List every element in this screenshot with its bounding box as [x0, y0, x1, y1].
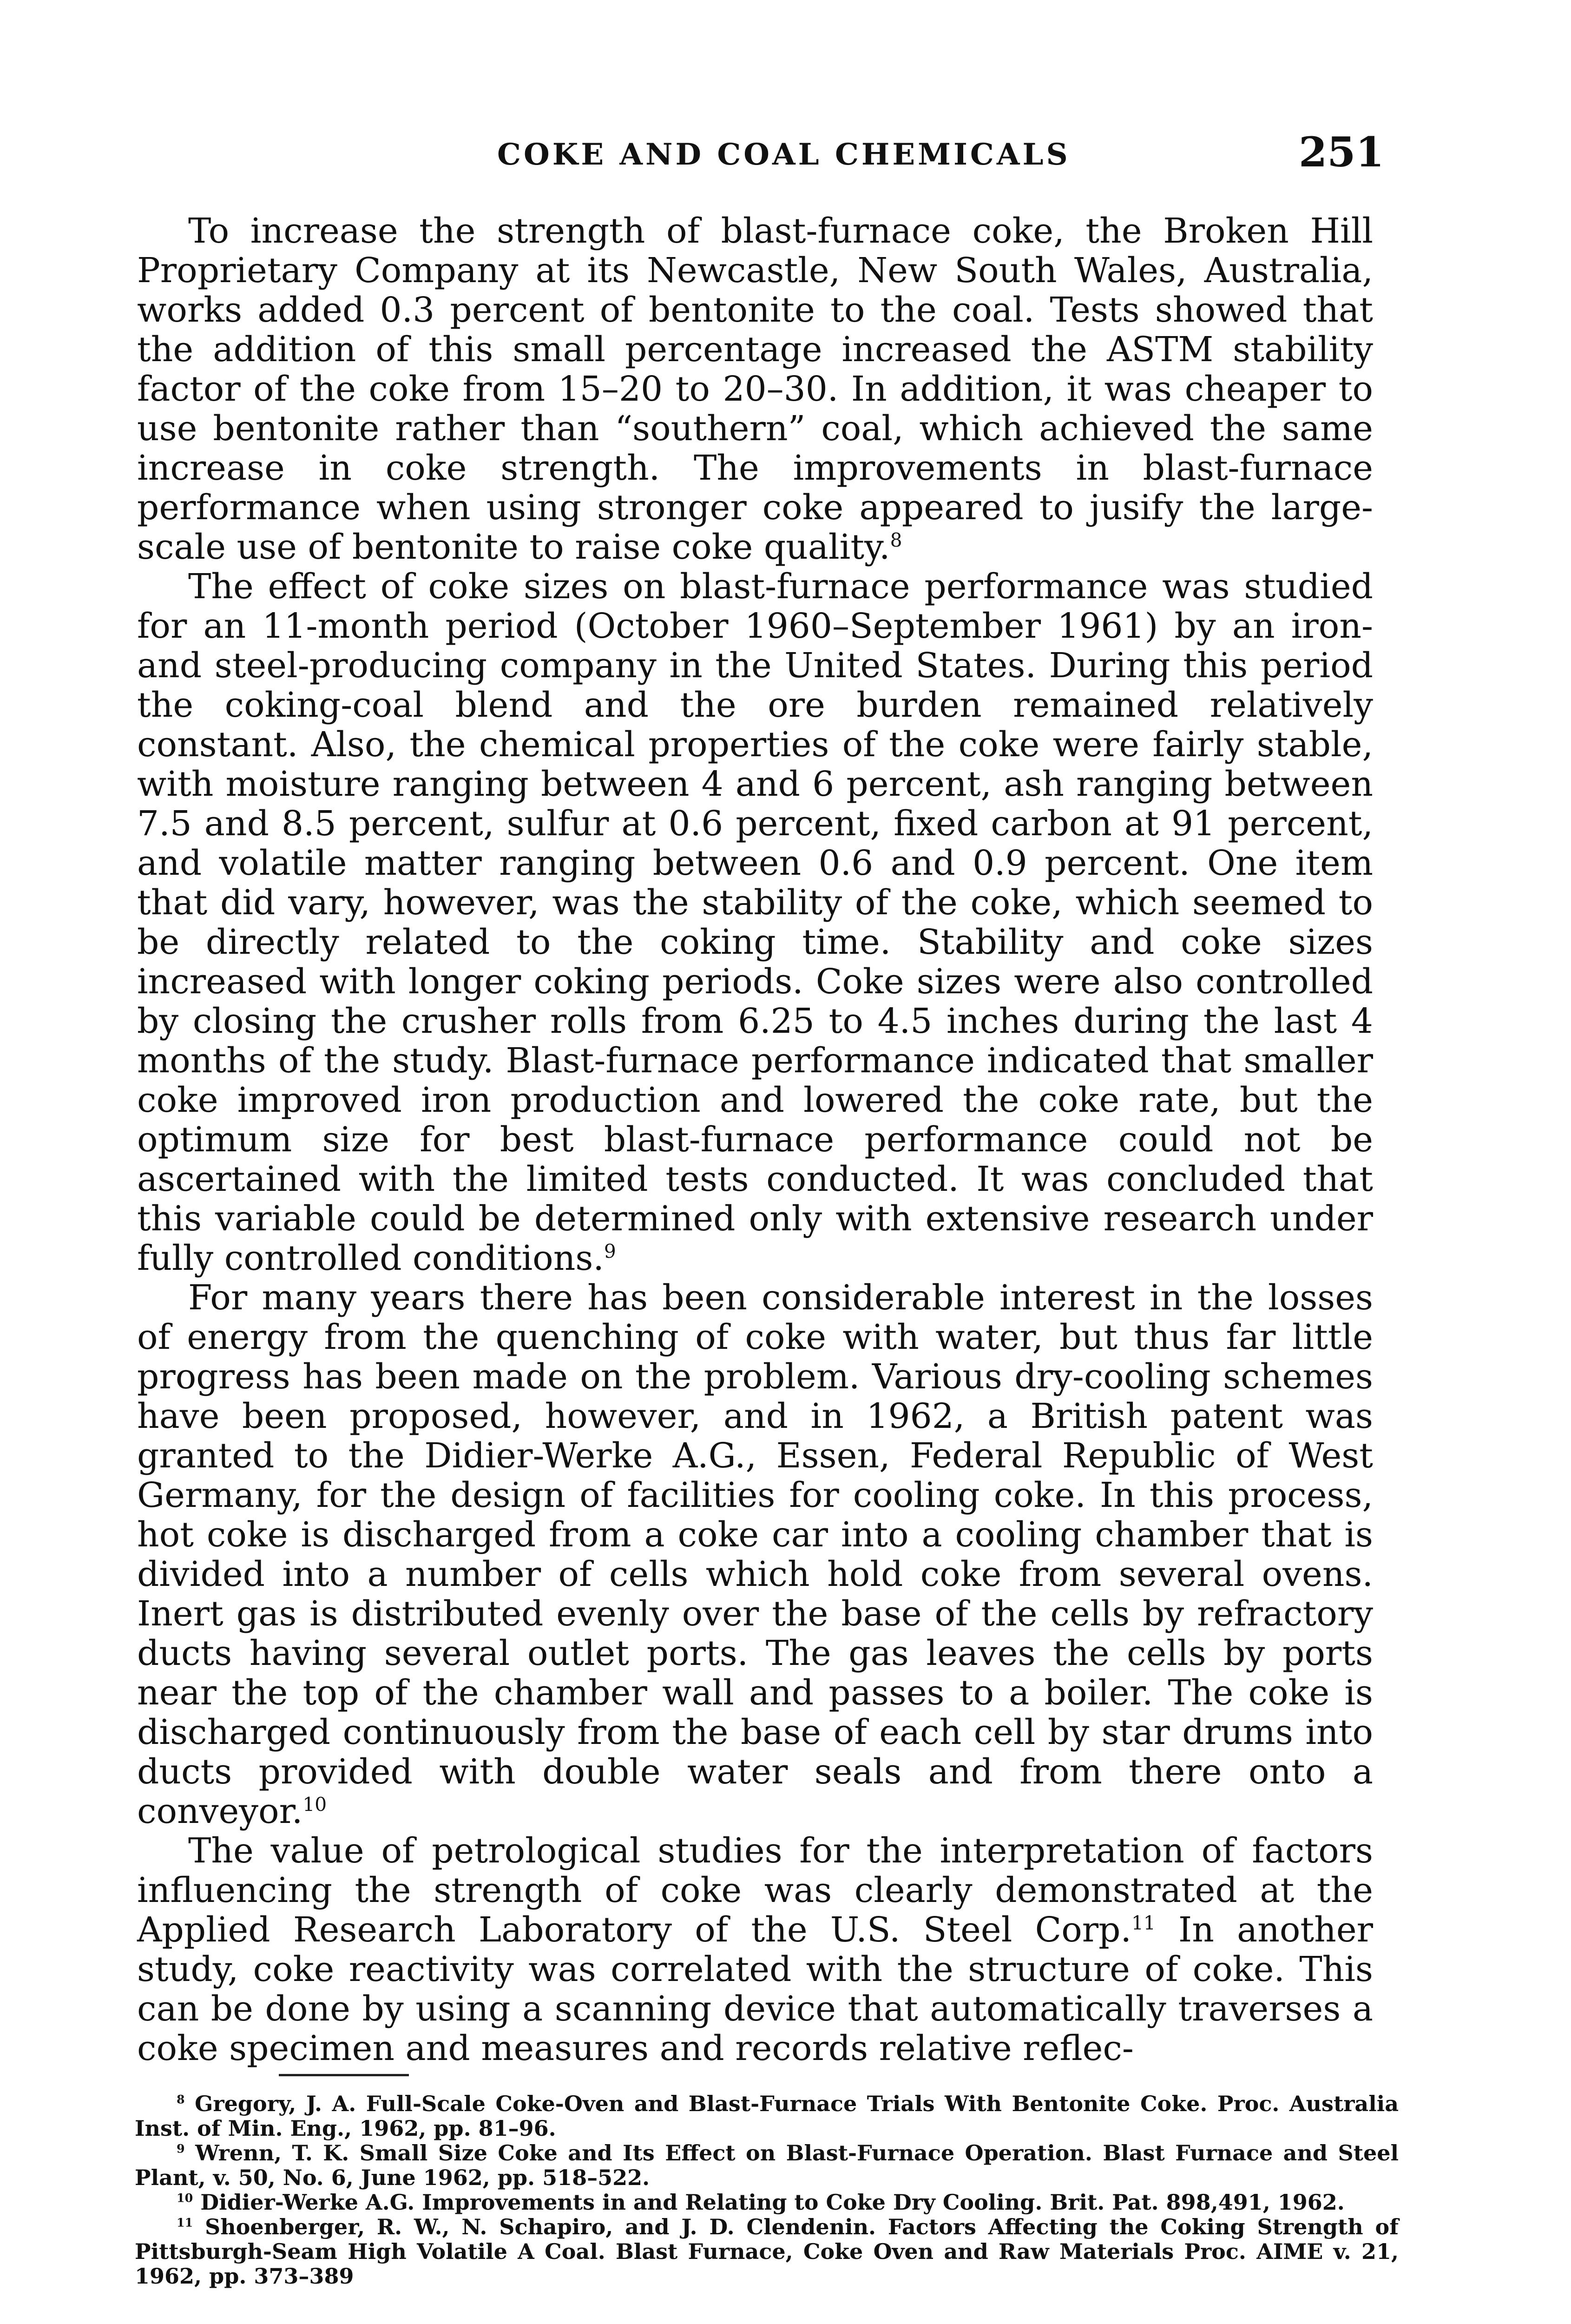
footnote-reference: 10	[302, 1793, 327, 1816]
footnote-text: Shoenberger, R. W., N. Schapiro, and J. D. Clendenin. Factors Affecting the Coking Strength of Pittsburgh-Seam High Volatile A Coal. Blast Furnace, Coke Oven and Raw Materials Proc. AIME v. 21, 1962, pp. 373–389	[135, 2214, 1399, 2289]
paragraph	[137, 211, 1373, 567]
paragraph-text: The value of petrological studies for the interpretation of factors influencing the strength of coke was clearly demonstrated at the Applied Research Laboratory of the U.S. Steel Corp.	[137, 1831, 1373, 1950]
footnote-text: Didier-Werke A.G. Improvements in and Relating to Coke Dry Cooling. Brit. Pat. 898,491, 1962.	[200, 2190, 1345, 2215]
page-header	[0, 128, 1571, 188]
footnote-divider	[279, 2074, 409, 2076]
paragraph	[137, 1278, 1373, 1831]
footnote-number: 8	[177, 2092, 185, 2106]
paragraph-text-continued: In another study, coke reactivity was correlated with the structure of coke. This can be done by using a scanning device that automatically traverses a coke specimen and measures and records relative reflec-	[137, 1910, 1373, 2068]
footnotes	[135, 2092, 1399, 2289]
footnote	[135, 2215, 1399, 2289]
footnote-text: Gregory, J. A. Full-Scale Coke-Oven and Blast-Furnace Trials With Bentonite Coke. Proc. Australia Inst. of Min. Eng., 1962, pp. 81–96.	[135, 2091, 1399, 2141]
footnote-reference: 11	[1131, 1912, 1156, 1934]
footnote	[135, 2092, 1399, 2141]
body-text	[137, 211, 1373, 2068]
footnote-number: 11	[177, 2215, 193, 2230]
paragraph	[137, 1831, 1373, 2068]
paragraph-text: To increase the strength of blast-furnace coke, the Broken Hill Proprietary Company at its Newcastle, New South Wales, Australia, works added 0.3 percent of bentonite to the coal. Tests showed that the addition of this small percentage increased the ASTM stability factor of the coke from 15–20 to 20–30. In addition, it was cheaper to use bentonite rather than “southern” coal, which achieved the same increase in coke strength. The improvements in blast-furnace performance when using stronger coke appeared to jusify the large-scale use of bentonite to raise coke quality.	[137, 211, 1373, 567]
footnote-number: 9	[177, 2141, 185, 2156]
footnote-reference: 9	[604, 1240, 616, 1263]
footnote-reference: 8	[890, 529, 902, 552]
footnote	[135, 2190, 1399, 2215]
footnote-text: Wrenn, T. K. Small Size Coke and Its Effect on Blast-Furnace Operation. Blast Furnace and Steel Plant, v. 50, No. 6, June 1962, pp. 518–522.	[135, 2140, 1399, 2190]
paragraph-text: The effect of coke sizes on blast-furnace performance was studied for an 11-month period (October 1960–September 1961) by an iron- and steel-producing company in the United States. During this period the coking-coal blend and the ore burden remained relatively constant. Also, the chemical properties of the coke were fairly stable, with moisture ranging between 4 and 6 percent, ash ranging between 7.5 and 8.5 percent, sulfur at 0.6 percent, fixed carbon at 91 percent, and volatile matter ranging between 0.6 and 0.9 percent. One item that did vary, however, was the stability of the coke, which seemed to be directly related to the coking time. Stability and coke sizes increased with longer coking periods. Coke sizes were also controlled by closing the crusher rolls from 6.25 to 4.5 inches during the last 4 months of the study. Blast-furnace performance indicated that smaller coke improved iron production and lowered the coke rate, but the optimum size for best blast-furnace performance could not be ascertained with the limited tests conducted. It was concluded that this variable could be determined only with extensive research under fully controlled conditions.	[137, 567, 1373, 1278]
paragraph-text: For many years there has been considerable interest in the losses of energy from the quenching of coke with water, but thus far little progress has been made on the problem. Various dry-cooling schemes have been proposed, however, and in 1962, a British patent was granted to the Didier-Werke A.G., Essen, Federal Republic of West Germany, for the design of facilities for cooling coke. In this process, hot coke is discharged from a coke car into a cooling chamber that is divided into a number of cells which hold coke from several ovens. Inert gas is distributed evenly over the base of the cells by refractory ducts having several outlet ports. The gas leaves the cells by ports near the top of the chamber wall and passes to a boiler. The coke is discharged continuously from the base of each cell by star drums into ducts provided with double water seals and from there onto a conveyor.	[137, 1278, 1373, 1831]
running-title: COKE AND COAL CHEMICALS	[497, 137, 1071, 172]
paragraph	[137, 567, 1373, 1278]
page-number: 251	[1299, 128, 1384, 176]
footnote-number: 10	[177, 2191, 193, 2205]
footnote	[135, 2141, 1399, 2190]
